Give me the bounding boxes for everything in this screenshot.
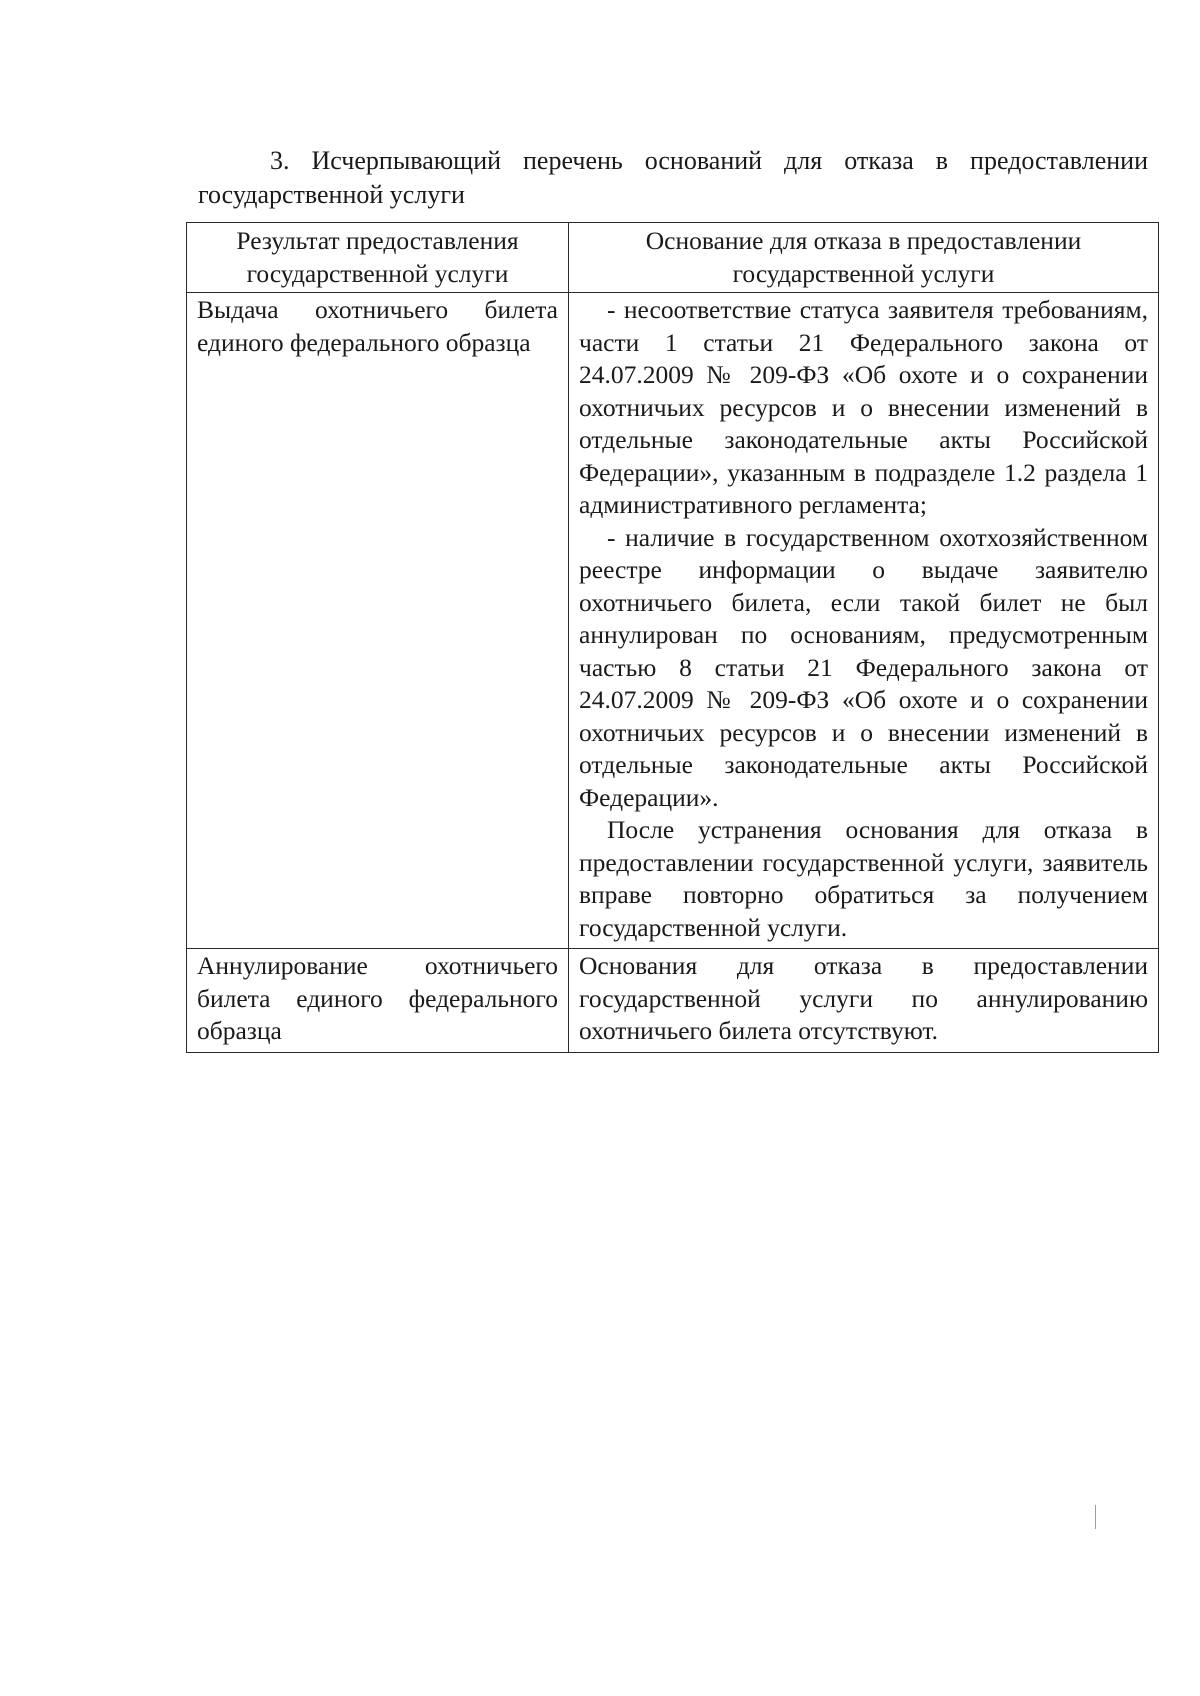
ground-item: - несоответствие статуса заявителя требованиям, части 1 статьи 21 Федерального закона от 24.07.2009 № 209-ФЗ «Об охоте и о сохранении охотничьих ресурсов и о внесении изменений в отдельные законодательные акты Российской Федерации», указанным в подразделе 1.2 раздела 1 административного регламента; [579,295,1148,519]
refusal-grounds-table [186,222,1159,1053]
table-row [187,293,1159,949]
scan-artifact-line [1095,1505,1096,1529]
table-header-row [187,223,1159,293]
grounds-cell [569,293,1159,949]
result-cell [187,293,569,949]
ground-item: - наличие в государственном охотхозяйственном реестре информации о выдаче заявителю охотничьего билета, если такой билет не был аннулирован по основаниям, предусмотренным частью 8 статьи 21 Федерального закона от 24.07.2009 № 209-ФЗ «Об охоте и о сохранении охотничьих ресурсов и о внесении изменений в отдельные законодательные акты Российской Федерации». [579,522,1148,812]
result-text: Аннулирование охотничьего билета единого федерального образца [197,951,558,1045]
section-heading: 3. Исчерпывающий перечень оснований для отказа в предоставлении государственной услуги [198,146,1148,209]
ground-item: Основания для отказа в предоставлении государственной услуги по аннулированию охотничьего билета отсутствуют. [579,951,1148,1045]
table-row [187,949,1159,1053]
result-cell [187,949,569,1053]
grounds-cell [569,949,1159,1053]
ground-note: После устранения основания для отказа в предоставлении государственной услуги, заявитель вправе повторно обратиться за получением государственной услуги. [579,815,1148,942]
header-result: Результат предоставления государственной услуги [187,223,569,293]
header-grounds: Основание для отказа в предоставлении государственной услуги [569,223,1159,293]
result-text: Выдача охотничьего билета единого федерального образца [197,295,558,357]
